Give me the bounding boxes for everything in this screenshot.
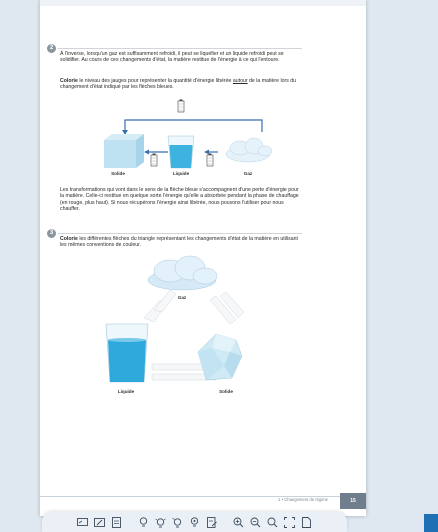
page-icon[interactable] <box>300 516 313 529</box>
viewer-toolbar <box>42 512 347 532</box>
notes-icon[interactable] <box>110 516 123 529</box>
gauge-left-icon[interactable] <box>151 154 157 167</box>
instruction-part-b: de la matière lors du changement d'état indiqué par les flèches bleues. <box>60 78 297 91</box>
section-3-instruction <box>60 236 302 249</box>
fullscreen-icon[interactable] <box>283 516 296 529</box>
arrow-liquid-to-solid <box>144 150 168 155</box>
section-3-instruction-bold: Colorie <box>60 236 78 242</box>
section-2-number: 2 <box>49 45 54 51</box>
presentation-icon[interactable] <box>76 516 89 529</box>
hint-alt2-icon[interactable] <box>171 516 184 529</box>
gauge-right-icon[interactable] <box>207 154 213 167</box>
section-3-badge <box>47 229 56 238</box>
section-3-rule <box>58 233 302 234</box>
zoom-in-icon[interactable] <box>232 516 245 529</box>
solid-cube-image <box>104 134 144 168</box>
page-number: 15 <box>340 493 366 509</box>
annotate-icon[interactable] <box>93 516 106 529</box>
footer-chapter: 1 • Changement de régime <box>278 497 328 502</box>
instruction-part-a: le niveau des jauges pour représenter la quantité d'énergie libérée <box>77 78 233 84</box>
gas-cloud-image <box>226 138 272 162</box>
gauge-top-icon[interactable] <box>178 100 184 113</box>
liquid-glass-image <box>168 136 194 168</box>
section-3-number: 3 <box>49 230 54 236</box>
hint-alt3-icon[interactable] <box>188 516 201 529</box>
triangle-label-gas: Gaz <box>177 295 187 300</box>
triangle-diagram <box>106 256 244 382</box>
label-gas: Gaz <box>243 171 253 176</box>
triangle-label-solid: Solide <box>219 389 233 394</box>
triangle-label-liquid: Liquide <box>117 389 135 394</box>
label-liquid: Liquide <box>172 171 190 176</box>
label-solid: Solide <box>111 171 125 176</box>
arrow-gas-to-solid <box>122 120 262 135</box>
energy-diagram <box>40 0 366 516</box>
zoom-out-icon[interactable] <box>249 516 262 529</box>
zoom-fit-icon[interactable] <box>266 516 279 529</box>
arrow-liquid-to-gas-outline[interactable] <box>154 290 176 312</box>
instruction-underlined: autour <box>232 78 248 84</box>
side-panel-toggle-button[interactable] <box>424 514 438 532</box>
document-edit-icon[interactable] <box>205 516 218 529</box>
ice-cubes-large-image <box>198 334 242 380</box>
liquid-glass-large-image <box>106 324 148 382</box>
document-page <box>40 0 366 516</box>
hint-alt-icon[interactable] <box>154 516 167 529</box>
gas-cloud-large-image <box>148 256 217 290</box>
section-2-paragraph-1: À l'inverse, lorsqu'un gaz est suffisamment refroidi, il peut se liquéfier et un liquide refroidi peut se solidifier. Au cours de ces changements d'état, la matière restitue de l'énergie à ce qui l'entoure. <box>60 51 284 64</box>
instruction-bold: Colorie <box>60 78 78 84</box>
hint-icon[interactable] <box>137 516 150 529</box>
section-3-instruction-rest: les différentes flèches du triangle représentant les changements d'état de la matière en utilisant les mêmes conventions de couleur. <box>60 236 298 249</box>
section-2-paragraph-2: Les transformations qui vont dans le sens de la flèche bleue s'accompagnent d'une perte d'énergie pour la matière. Celle-ci restitue en quelque sorte l'énergie qu'elle a absorbée pendant la phase de chauffage (en rouge, plus haut). Si nous récupérons l'énergie ainsi libérée, nous pouvons l'utiliser pour nous chauffer. <box>60 187 299 213</box>
